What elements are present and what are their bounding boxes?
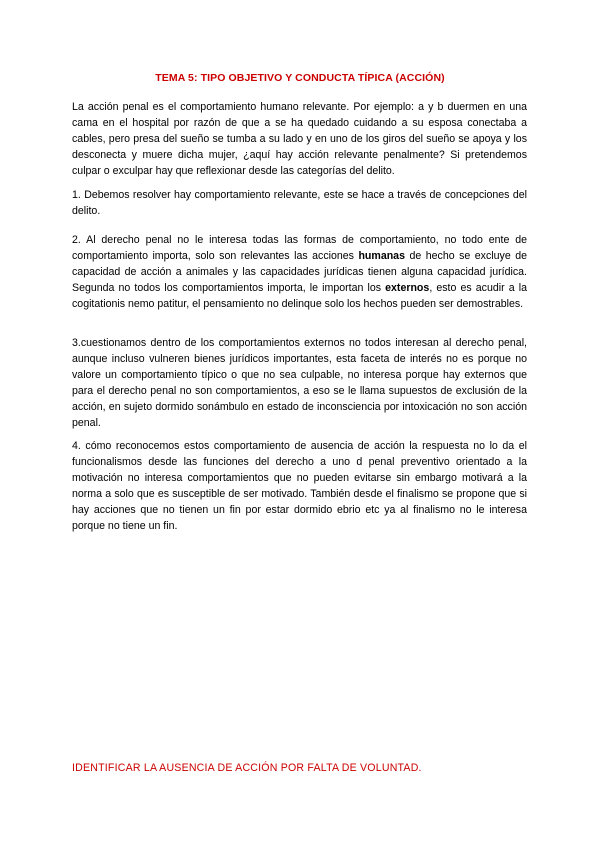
paragraph-intro: La acción penal es el comportamiento humano relevante. Por ejemplo: a y b duermen en una cama en el hospital por razón de que a se ha quedado cuidando a su esposa conectaba a cables, pero presa del sueño se tumba a su lado y en uno de los giros del sueño se apoya y los desconecta y muere dicha mujer, ¿aquí hay acción relevante penalmente? Si pretendemos culpar o exculpar hay que reflexionar desde las categorías del delito. bbox=[72, 101, 527, 177]
footer-note: IDENTIFICAR LA AUSENCIA DE ACCIÓN POR FALTA DE VOLUNTAD. bbox=[72, 762, 422, 774]
emphasis-externos: externos bbox=[385, 281, 430, 294]
paragraph-point-2-text-b: de hecho se excluye de capacidad de acción a animales y las capacidades jurídicas tienen alguna capacidad jurídica. Segunda no todos los comportamientos importa, le importan los bbox=[72, 249, 527, 294]
paragraph-point-2 bbox=[72, 233, 527, 313]
paragraph-point-4: 4. cómo reconocemos estos comportamiento de ausencia de acción la respuesta no lo da el funcionalismos desde las funciones del derecho a uno d penal preventivo orientado a la motivación no interesa comportamientos que no pueden evitarse sin embargo motivará a la norma a solo que es susceptible de ser motivado. También desde el finalismo se propone que si hay acciones que no tienen un fin por estar dormido ebrio etc ya al finalismo no le interesa porque no tiene un fin. bbox=[72, 440, 527, 532]
document-title: TEMA 5: TIPO OBJETIVO Y CONDUCTA TÍPICA (ACCIÓN) bbox=[155, 72, 445, 84]
paragraph-point-2-text-a: 2. Al derecho penal no le interesa todas las formas de comportamiento, no todo ente de comportamiento importa, solo son relevantes las acciones bbox=[72, 234, 527, 262]
paragraph-point-3: 3.cuestionamos dentro de los comportamientos externos no todos interesan al derecho penal, aunque incluso vulneren bienes jurídicos importantes, esta faceta de interés no es porque no valore un comportamiento típico o que no sea culpable, no interesa porque hay externos que para el derecho penal no son comportamientos, a eso se le llama supuestos de exclusión de la acción, en sujeto dormido sonámbulo en estado de inconsciencia por intoxicación no son acción penal. bbox=[72, 337, 527, 429]
emphasis-humanas: humanas bbox=[358, 249, 405, 262]
paragraph-point-2-text-c: , esto es acudir a la cogitationis nemo patitur, el pensamiento no delinque solo los hechos pueden ser demostrables. bbox=[72, 281, 527, 310]
paragraph-point-1: 1. Debemos resolver hay comportamiento relevante, este se hace a través de concepciones del delito. bbox=[72, 189, 527, 217]
